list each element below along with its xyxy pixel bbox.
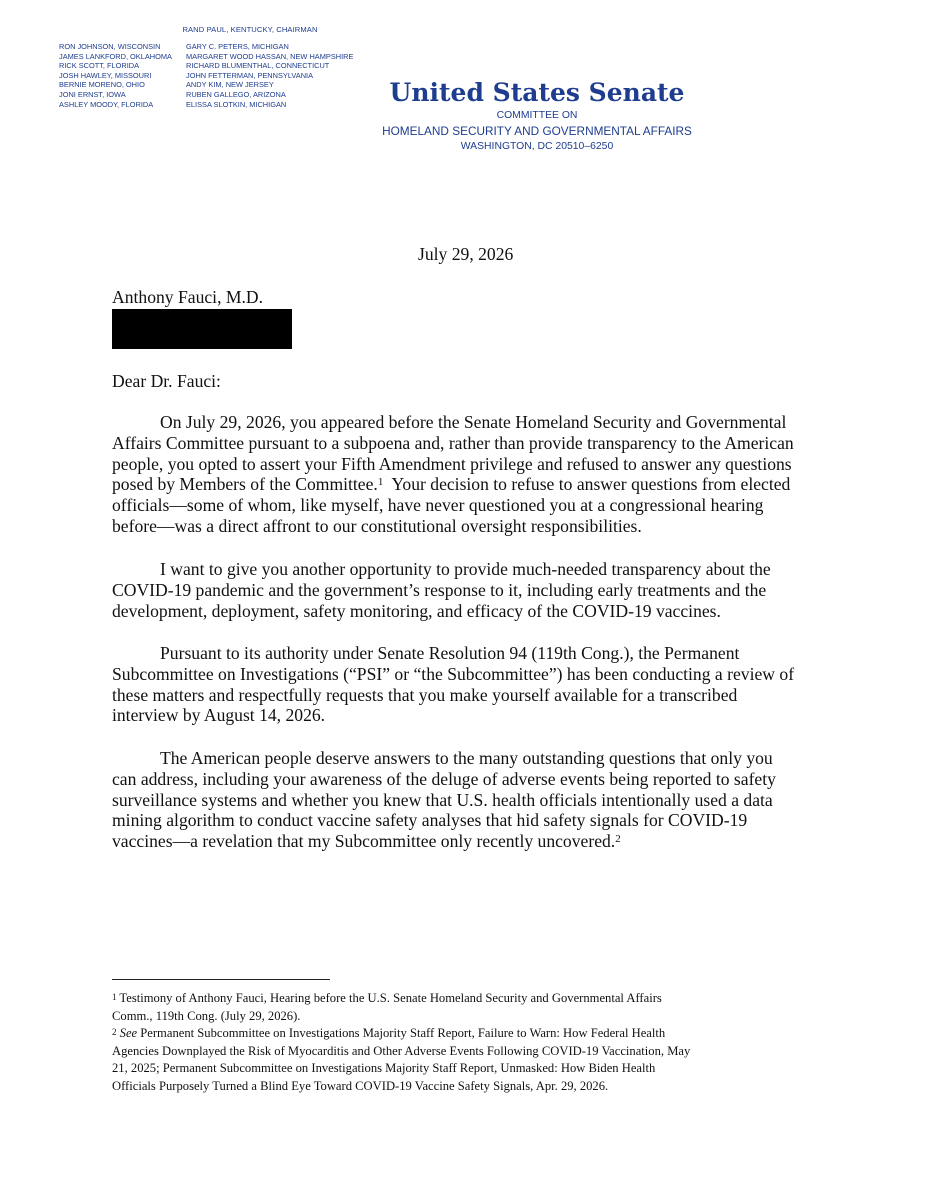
footnote-1-mark: 1 [112, 992, 117, 1002]
paragraph-line: surveillance systems and whether you knew that U.S. health officials intentionally used a data [112, 789, 773, 810]
paragraph-2 [112, 559, 832, 621]
member-name: MARGARET WOOD HASSAN, NEW HAMPSHIRE [186, 51, 354, 61]
paragraph-line: can address, including your awareness of the deluge of adverse events being reported to safety [112, 768, 776, 789]
member-name: GARY C. PETERS, MICHIGAN [186, 42, 289, 51]
footnote-2-line: Agencies Downplayed the Risk of Myocarditis and Other Adverse Events Following COVID-19 Vaccination, May [112, 1043, 691, 1058]
paragraph-text: Your decision to refuse to answer questions from elected [383, 474, 791, 495]
senate-title: United States Senate [389, 78, 685, 107]
paragraph-line: On July 29, 2026, you appeared before the Senate Homeland Security and Governmental [160, 412, 787, 432]
paragraph-line: mining algorithm to conduct vaccine safety analyses that hid safety signals for COVID-19 [112, 810, 748, 831]
paragraph-line: development, deployment, safety monitoring, and efficacy of the COVID-19 vaccines. [112, 600, 721, 621]
paragraph-line: Subcommittee on Investigations (“PSI” or “the Subcommittee”) has been conducting a review of [112, 663, 795, 684]
paragraph-line: Affairs Committee pursuant to a subpoena and, rather than provide transparency to the American [112, 432, 794, 453]
committee-name: HOMELAND SECURITY AND GOVERNMENTAL AFFAIRS [382, 123, 692, 138]
member-name: RICHARD BLUMENTHAL, CONNECTICUT [186, 61, 330, 71]
member-name: JOSH HAWLEY, MISSOURI [59, 70, 152, 80]
member-name: BERNIE MORENO, OHIO [59, 80, 145, 90]
member-name: JOHN FETTERMAN, PENNSYLVANIA [186, 70, 314, 80]
paragraph-line: The American people deserve answers to the many outstanding questions that only you [160, 748, 773, 768]
committee-chairman: RAND PAUL, KENTUCKY, CHAIRMAN [182, 25, 318, 34]
footnote-ref-2: 2 [615, 833, 621, 846]
paragraph-line: before—was a direct affront to our constitutional oversight responsibilities. [112, 515, 642, 536]
member-name: JAMES LANKFORD, OKLAHOMA [59, 51, 172, 61]
paragraph-4 [112, 748, 832, 852]
footnote-2-mark: 2 [112, 1027, 117, 1038]
paragraph-line: I want to give you another opportunity to provide much-needed transparency about the [160, 559, 771, 579]
committee-address: WASHINGTON, DC 20510–6250 [460, 141, 614, 152]
footnote-text: Permanent Subcommittee on Investigations Majority Staff Report, Failure to Warn: How Federal Health [137, 1026, 666, 1041]
paragraph-line: interview by August 14, 2026. [112, 705, 326, 726]
member-name: RICK SCOTT, FLORIDA [59, 61, 140, 71]
redacted-address-block [112, 309, 292, 349]
letter-date: July 29, 2026 [418, 244, 514, 264]
paragraph-text: posed by Members of the Committee. [112, 474, 378, 495]
majority-members-list [59, 42, 172, 109]
footnote-2-line: 21, 2025; Permanent Subcommittee on Investigations Majority Staff Report, Unmasked: How Biden Health [112, 1061, 656, 1076]
paragraph-3 [112, 643, 832, 726]
footnote-text: Testimony of Anthony Fauci, Hearing before the U.S. Senate Homeland Security and Governmental Affairs [116, 991, 662, 1005]
recipient-name: Anthony Fauci, M.D. [112, 287, 264, 307]
member-name: JONI ERNST, IOWA [59, 89, 126, 99]
footnote-2-line [112, 1025, 832, 1043]
member-name: RON JOHNSON, WISCONSIN [59, 42, 161, 51]
member-name: ANDY KIM, NEW JERSEY [186, 80, 274, 90]
committee-label: COMMITTEE ON [496, 110, 578, 121]
member-name: RUBEN GALLEGO, ARIZONA [186, 89, 286, 99]
paragraph-text: vaccines—a revelation that my Subcommittee only recently uncovered. [112, 831, 616, 852]
salutation: Dear Dr. Fauci: [112, 371, 221, 391]
footnote-see-signal: See [116, 1026, 138, 1041]
footnote-2-line: Officials Purposely Turned a Blind Eye Toward COVID-19 Vaccine Safety Signals, Apr. 29, 2026. [112, 1078, 609, 1093]
member-name: ELISSA SLOTKIN, MICHIGAN [186, 99, 287, 109]
paragraph-line: these matters and respectfully requests that you make yourself available for a transcribed [112, 684, 738, 705]
footnote-ref-1: 1 [377, 476, 384, 489]
member-name: ASHLEY MOODY, FLORIDA [59, 99, 154, 109]
paragraph-line: officials—some of whom, like myself, have never questioned you at a congressional hearing [112, 495, 764, 516]
paragraph-line: people, you opted to assert your Fifth Amendment privilege and refused to answer any questions [112, 453, 792, 474]
senate-letterhead [372, 78, 702, 155]
minority-members-list [186, 42, 353, 109]
paragraph-line [112, 831, 832, 852]
paragraph-1 [112, 412, 832, 537]
paragraph-line [112, 474, 832, 495]
footnotes [112, 990, 832, 1096]
footnote-divider [112, 979, 330, 980]
footnote-1-line: Comm., 119th Cong. (July 29, 2026). [112, 1008, 301, 1023]
paragraph-line: COVID-19 pandemic and the government’s response to it, including early treatments and the [112, 579, 767, 600]
footnote-1-line [112, 990, 832, 1008]
paragraph-line: Pursuant to its authority under Senate Resolution 94 (119th Cong.), the Permanent [160, 643, 740, 663]
